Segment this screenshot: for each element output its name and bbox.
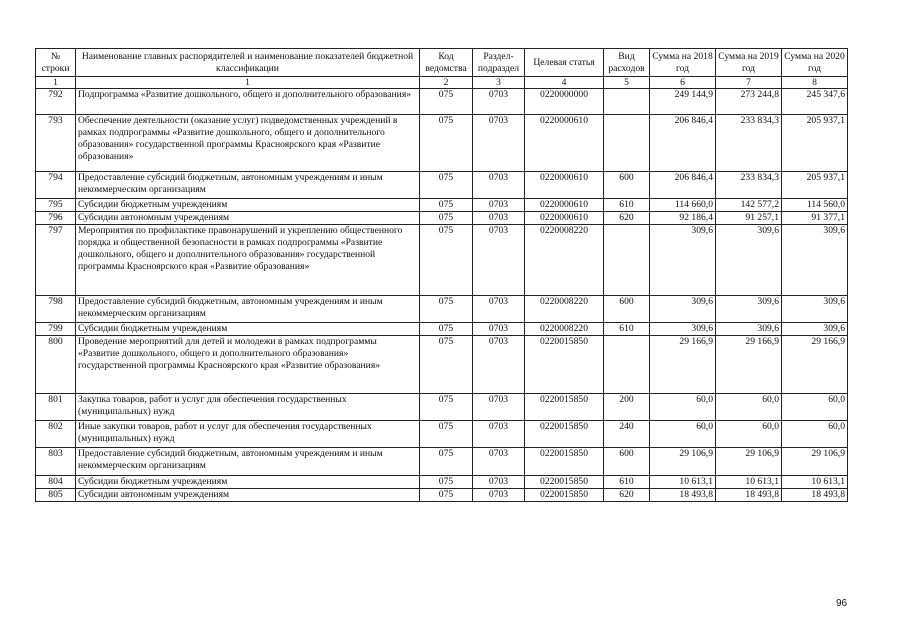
row-section: 0703: [473, 448, 525, 476]
row-section: 0703: [473, 323, 525, 336]
row-sum-2020: 245 347,6: [782, 89, 848, 115]
table-row: [36, 421, 848, 448]
row-sum-2019: 10 613,1: [716, 476, 782, 489]
row-sum-2019: 309,6: [716, 296, 782, 323]
column-number: 5: [604, 77, 650, 89]
row-sum-2018: 206 846,4: [650, 172, 716, 199]
row-section: 0703: [473, 421, 525, 448]
row-target-article: 0220015850: [525, 448, 604, 476]
table-row: [36, 476, 848, 489]
row-name: Проведение мероприятий для детей и молодежи в рамках подпрограммы «Развитие дошкольного, общего и дополнительного образования» государственной программы Красноярского края «Развитие образования»: [76, 336, 420, 394]
row-target-article: 0220008220: [525, 225, 604, 296]
table-row: [36, 489, 848, 502]
row-section: 0703: [473, 212, 525, 225]
column-number: 7: [716, 77, 782, 89]
row-sum-2020: 29 166,9: [782, 336, 848, 394]
row-sum-2018: 18 493,8: [650, 489, 716, 502]
row-target-article: 0220008220: [525, 296, 604, 323]
row-expense-type: 600: [604, 172, 650, 199]
row-dept-code: 075: [420, 489, 473, 502]
header-section: Раздел-подраздел: [473, 49, 525, 77]
row-target-article: 0220015850: [525, 489, 604, 502]
row-sum-2019: 60,0: [716, 421, 782, 448]
table-row: [36, 212, 848, 225]
row-name: Субсидии автономным учреждениям: [76, 212, 420, 225]
header-row: [36, 49, 848, 77]
row-sum-2018: 60,0: [650, 421, 716, 448]
column-number-row: [36, 77, 848, 89]
row-sum-2019: 309,6: [716, 323, 782, 336]
row-sum-2019: 60,0: [716, 394, 782, 421]
row-section: 0703: [473, 225, 525, 296]
row-section: 0703: [473, 115, 525, 172]
row-dept-code: 075: [420, 394, 473, 421]
row-target-article: 0220000000: [525, 89, 604, 115]
table-row: [36, 199, 848, 212]
row-sum-2018: 114 660,0: [650, 199, 716, 212]
row-sum-2018: 309,6: [650, 225, 716, 296]
row-number: 801: [36, 394, 76, 421]
row-dept-code: 075: [420, 199, 473, 212]
row-sum-2018: 29 166,9: [650, 336, 716, 394]
row-name: Предоставление субсидий бюджетным, автономным учреждениям и иным некоммерческим организациям: [76, 172, 420, 199]
row-dept-code: 075: [420, 89, 473, 115]
table-row: [36, 296, 848, 323]
header-sum-2019: Сумма на 2019 год: [716, 49, 782, 77]
row-sum-2020: 10 613,1: [782, 476, 848, 489]
row-name: Обеспечение деятельности (оказание услуг) подведомственных учреждений в рамках подпрограммы «Развитие дошкольного, общего и дополнительного образования» государственной программы Красноярского края «Развитие образования»: [76, 115, 420, 172]
row-number: 803: [36, 448, 76, 476]
row-section: 0703: [473, 172, 525, 199]
row-sum-2020: 309,6: [782, 323, 848, 336]
column-number: 1: [36, 77, 76, 89]
row-sum-2018: 92 186,4: [650, 212, 716, 225]
row-sum-2019: 29 166,9: [716, 336, 782, 394]
page-number: 96: [836, 598, 848, 609]
row-sum-2020: 205 937,1: [782, 172, 848, 199]
row-sum-2019: 233 834,3: [716, 115, 782, 172]
row-expense-type: [604, 115, 650, 172]
row-number: 800: [36, 336, 76, 394]
row-expense-type: 620: [604, 212, 650, 225]
row-expense-type: [604, 89, 650, 115]
header-name: Наименование главных распорядителей и наименование показателей бюджетной классификации: [76, 49, 420, 77]
row-number: 796: [36, 212, 76, 225]
row-expense-type: 240: [604, 421, 650, 448]
row-number: 802: [36, 421, 76, 448]
row-number: 792: [36, 89, 76, 115]
row-expense-type: 200: [604, 394, 650, 421]
row-sum-2019: 29 106,9: [716, 448, 782, 476]
row-name: Предоставление субсидий бюджетным, автономным учреждениям и иным некоммерческим организациям: [76, 448, 420, 476]
row-sum-2020: 309,6: [782, 225, 848, 296]
row-number: 804: [36, 476, 76, 489]
row-target-article: 0220015850: [525, 476, 604, 489]
row-target-article: 0220015850: [525, 336, 604, 394]
row-dept-code: 075: [420, 225, 473, 296]
table-row: [36, 448, 848, 476]
row-sum-2018: 206 846,4: [650, 115, 716, 172]
row-target-article: 0220015850: [525, 394, 604, 421]
table-row: [36, 394, 848, 421]
row-section: 0703: [473, 89, 525, 115]
row-sum-2019: 18 493,8: [716, 489, 782, 502]
row-name: Предоставление субсидий бюджетным, автономным учреждениям и иным некоммерческим организациям: [76, 296, 420, 323]
row-dept-code: 075: [420, 172, 473, 199]
row-sum-2020: 29 106,9: [782, 448, 848, 476]
column-number: 8: [782, 77, 848, 89]
row-name: Субсидии бюджетным учреждениям: [76, 323, 420, 336]
table-row: [36, 323, 848, 336]
row-sum-2020: 18 493,8: [782, 489, 848, 502]
row-name: Мероприятия по профилактике правонарушений и укреплению общественного порядка и общественной безопасности в рамках подпрограммы «Развитие дошкольного, общего и дополнительного образования» государственной программы Красноярского края «Развитие образования»: [76, 225, 420, 296]
row-dept-code: 075: [420, 421, 473, 448]
row-expense-type: 610: [604, 323, 650, 336]
row-sum-2018: 309,6: [650, 323, 716, 336]
row-dept-code: 075: [420, 115, 473, 172]
header-dept-code: Код ведомства: [420, 49, 473, 77]
column-number: 4: [525, 77, 604, 89]
row-number: 793: [36, 115, 76, 172]
row-sum-2020: 91 377,1: [782, 212, 848, 225]
row-section: 0703: [473, 296, 525, 323]
row-sum-2019: 142 577,2: [716, 199, 782, 212]
table-row: [36, 225, 848, 296]
row-expense-type: [604, 225, 650, 296]
row-sum-2018: 309,6: [650, 296, 716, 323]
row-expense-type: 610: [604, 476, 650, 489]
header-expense-type: Вид расходов: [604, 49, 650, 77]
row-section: 0703: [473, 199, 525, 212]
row-sum-2020: 205 937,1: [782, 115, 848, 172]
column-number: 1: [76, 77, 420, 89]
column-number: 2: [420, 77, 473, 89]
row-expense-type: 600: [604, 296, 650, 323]
row-target-article: 0220000610: [525, 212, 604, 225]
row-name: Субсидии автономным учреждениям: [76, 489, 420, 502]
row-expense-type: 620: [604, 489, 650, 502]
header-sum-2020: Сумма на 2020 год: [782, 49, 848, 77]
table-row: [36, 89, 848, 115]
row-expense-type: [604, 336, 650, 394]
row-number: 795: [36, 199, 76, 212]
row-sum-2020: 114 560,0: [782, 199, 848, 212]
row-section: 0703: [473, 336, 525, 394]
row-sum-2019: 273 244,8: [716, 89, 782, 115]
header-sum-2018: Сумма на 2018 год: [650, 49, 716, 77]
row-expense-type: 600: [604, 448, 650, 476]
row-sum-2020: 60,0: [782, 421, 848, 448]
row-section: 0703: [473, 489, 525, 502]
row-name: Подпрограмма «Развитие дошкольного, общего и дополнительного образования»: [76, 89, 420, 115]
row-section: 0703: [473, 394, 525, 421]
row-target-article: 0220008220: [525, 323, 604, 336]
row-dept-code: 075: [420, 296, 473, 323]
header-row-no: № строки: [36, 49, 76, 77]
row-target-article: 0220015850: [525, 421, 604, 448]
row-number: 798: [36, 296, 76, 323]
row-number: 799: [36, 323, 76, 336]
row-sum-2019: 309,6: [716, 225, 782, 296]
row-dept-code: 075: [420, 212, 473, 225]
row-dept-code: 075: [420, 323, 473, 336]
header-target-article: Целевая статья: [525, 49, 604, 77]
row-name: Иные закупки товаров, работ и услуг для обеспечения государственных (муниципальных) нужд: [76, 421, 420, 448]
column-number: 6: [650, 77, 716, 89]
row-number: 794: [36, 172, 76, 199]
table-row: [36, 336, 848, 394]
row-sum-2018: 249 144,9: [650, 89, 716, 115]
row-dept-code: 075: [420, 448, 473, 476]
row-name: Субсидии бюджетным учреждениям: [76, 199, 420, 212]
row-sum-2020: 60,0: [782, 394, 848, 421]
row-sum-2018: 60,0: [650, 394, 716, 421]
row-expense-type: 610: [604, 199, 650, 212]
row-target-article: 0220000610: [525, 199, 604, 212]
table-row: [36, 172, 848, 199]
budget-table: [35, 48, 848, 502]
row-name: Субсидии бюджетным учреждениям: [76, 476, 420, 489]
column-number: 3: [473, 77, 525, 89]
row-number: 797: [36, 225, 76, 296]
table-row: [36, 115, 848, 172]
row-target-article: 0220000610: [525, 172, 604, 199]
row-sum-2019: 233 834,3: [716, 172, 782, 199]
row-dept-code: 075: [420, 476, 473, 489]
row-section: 0703: [473, 476, 525, 489]
row-number: 805: [36, 489, 76, 502]
row-sum-2020: 309,6: [782, 296, 848, 323]
row-sum-2018: 29 106,9: [650, 448, 716, 476]
row-target-article: 0220000610: [525, 115, 604, 172]
row-sum-2018: 10 613,1: [650, 476, 716, 489]
row-name: Закупка товаров, работ и услуг для обеспечения государственных (муниципальных) нужд: [76, 394, 420, 421]
row-dept-code: 075: [420, 336, 473, 394]
row-sum-2019: 91 257,1: [716, 212, 782, 225]
